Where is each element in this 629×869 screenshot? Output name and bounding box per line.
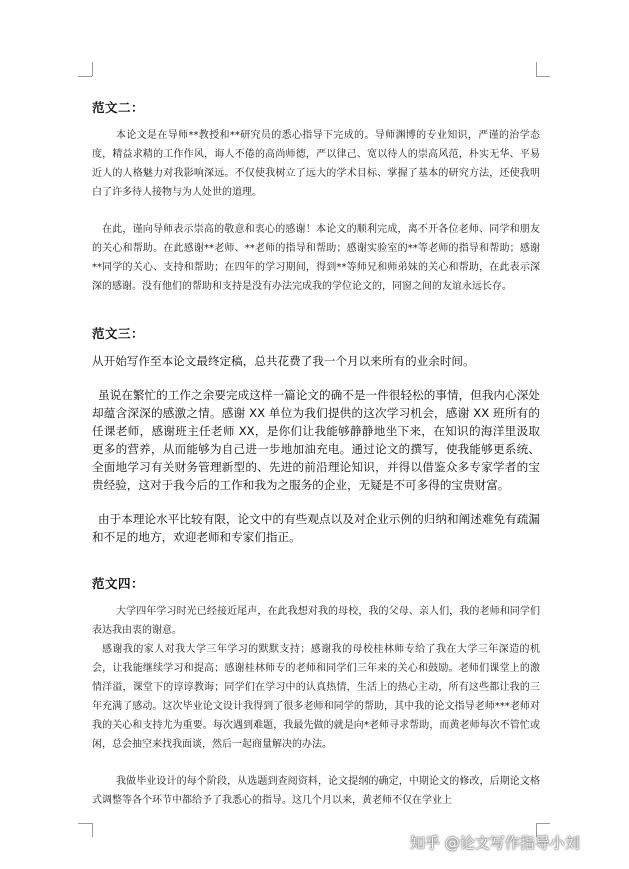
paragraph: 本论文是在导师**教授和**研究员的悉心指导下完成的。导师渊博的专业知识，严谨的治学态度，精益求精的工作作风，诲人不倦的高尚师德，严以律己、宽以待人的崇高风范，朴实无华、平易近人的人格魅力对我影响深远。不仅使我树立了远大的学术目标、掌握了基本的研究方法，还使我明白了许多待人接物与为人处世的道理。	[92, 130, 540, 198]
document-body	[92, 90, 540, 810]
paragraph: 从开始写作至本论文最终定稿，总共花费了我一个月以来所有的业余时间。	[92, 354, 475, 368]
crop-mark-bottom-right	[536, 823, 550, 824]
crop-mark-bottom-left-v	[92, 823, 93, 837]
crop-mark-top-right-v	[536, 62, 537, 76]
paragraph: 我做毕业设计的每个阶段，从选题到查阅资料，论文提纲的确定，中期论文的修改，后期论文格式调整等各个环节中都给予了我悉心的指导。这几个月以来，黄老师不仅在学业上	[92, 776, 540, 806]
crop-mark-top-left	[78, 76, 92, 77]
watermark: 知乎 @论文写作指导小刘	[410, 834, 580, 852]
paragraph: 大学四年学习时光已经接近尾声，在此我想对我的母校，我的父母、亲人们，我的老师和同学们表达我由衷的谢意。	[92, 606, 540, 636]
crop-mark-bottom-left	[78, 823, 92, 824]
section-heading: 范文四：	[92, 576, 145, 591]
paragraph: 感谢我的家人对我大学三年学习的默默支持；感谢我的母校桂林师专给了我在大学三年深造的机会，让我能继续学习和提高；感谢桂林师专的老师和同学们三年来的关心和鼓励。老师们课堂上的激情洋溢，课堂下的谆谆教诲；同学们在学习中的认真热情，生活上的热心主动，所有这些都让我的三年充满了感动。这次毕业论文设计我得到了很多老师和同学的帮助，其中我的论文指导老师***老师对我的关心和支持尤为重要。每次遇到难题，我最先做的就是向*老师寻求帮助，而黄老师每次不管忙或闲，总会抽空来找我面谈，然后一起商量解决的办法。	[92, 644, 540, 750]
paragraph: 虽说在繁忙的工作之余要完成这样一篇论文的确不是一件很轻松的事情，但我内心深处却蕴含深深的感激之情。感谢 XX 单位为我们提供的这次学习机会，感谢 XX 班所有的任课老师，感谢班主任老师 XX，是你们让我能够静静地坐下来，在知识的海洋里汲取更多的营养，从而能够为自己进一步地加油充电。通过论文的撰写，使我能够更系统、全面地学习有关财务管理新型的、先进的前沿理论知识，并得以借鉴众多专家学者的宝贵经验，这对于我今后的工作和我为之服务的企业，无疑是不可多得的宝贵财富。	[92, 388, 540, 492]
paragraph: 由于本理论水平比较有限，论文中的有些观点以及对企业示例的归纳和阐述难免有疏漏和不足的地方，欢迎老师和专家们指正。	[92, 512, 540, 544]
section-heading: 范文三：	[92, 326, 145, 341]
crop-mark-top-right	[536, 76, 550, 77]
paragraph: 在此，谨向导师表示崇高的敬意和衷心的感谢！本论文的顺利完成，离不开各位老师、同学和朋友的关心和帮助。在此感谢**老师、**老师的指导和帮助；感谢实验室的**等老师的指导和帮助；感谢**同学的关心、支持和帮助；在四年的学习期间，得到**等师兄和师弟妹的关心和帮助，在此表示深深的感谢。没有他们的帮助和支持是没有办法完成我的学位论文的，同窗之间的友谊永远长存。	[92, 224, 540, 292]
crop-mark-top-left-v	[92, 62, 93, 76]
section-heading: 范文二：	[92, 100, 145, 115]
